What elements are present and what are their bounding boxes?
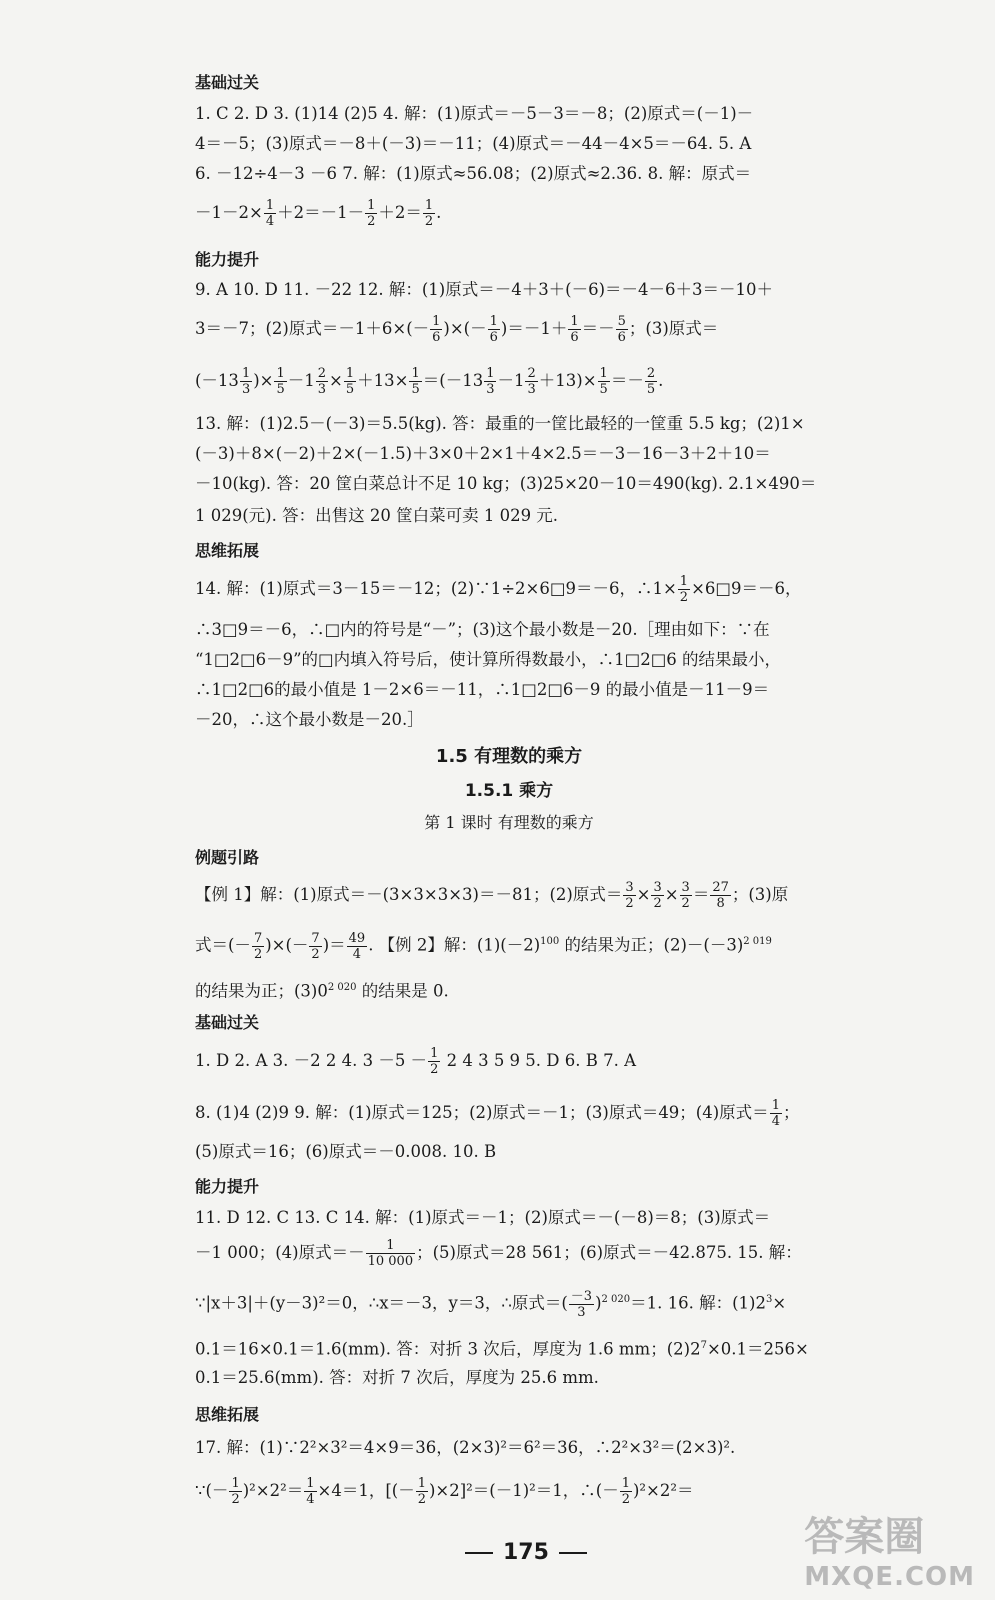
denominator: 6 [570, 330, 579, 345]
fraction [409, 366, 421, 397]
watermark [804, 1505, 975, 1592]
numerator: 2 [317, 366, 327, 381]
denominator: 2 [311, 946, 320, 962]
denominator: 3 [527, 382, 536, 397]
numerator: 1 [771, 1098, 780, 1113]
fraction [488, 314, 500, 345]
numerator: 1 [621, 1476, 630, 1491]
text: ∵(－ [195, 1481, 229, 1500]
numerator: 27 [712, 880, 729, 895]
denominator: 4 [265, 214, 275, 229]
text-line: 17. 解：(1)∵2²×3²＝4×9＝36，(2×3)²＝6²＝36，∴2²×3²＝(2×3)². [195, 1438, 736, 1457]
fraction [229, 1476, 241, 1507]
section-title: 1.5 有理数的乘方 [435, 746, 583, 767]
denominator: 5 [411, 382, 420, 397]
fraction [428, 1046, 440, 1077]
text: ；(3)原 [731, 885, 789, 904]
exponent: 3 [765, 1294, 773, 1305]
heading-examples: 例题引路 [195, 848, 260, 867]
numerator: 1 [430, 1046, 439, 1061]
text: ＝－ [610, 371, 644, 390]
text: ) [595, 1293, 602, 1313]
heading-ability: 能力提升 [195, 250, 260, 269]
text: )×2]²＝(－1)²＝1，∴(－ [428, 1481, 619, 1500]
text-line: 13. 解：(1)2.5－(－3)＝5.5(kg). 答：最重的一筐比最轻的一筐重 5.5 kg；(2)1× [195, 414, 805, 433]
text-line: 4＝－5；(3)原式＝－8＋(－3)＝－11；(4)原式＝－44－4×5＝－64. 5. A [195, 134, 752, 153]
text-line: (－3)＋8×(－2)＋2×(－1.5)＋3×0＋2×1＋4×2.5＝－3－16－3＋2＋10＝ [195, 444, 771, 463]
fraction [252, 931, 264, 962]
numerator: 1 [489, 314, 498, 329]
fraction [484, 366, 496, 397]
fraction [240, 366, 252, 397]
numerator: 1 [417, 1476, 426, 1491]
denominator: 10 000 [367, 1254, 414, 1269]
numerator: 1 [599, 366, 608, 381]
text: (－13 [195, 371, 239, 390]
denominator: 2 [625, 896, 634, 911]
text: . [436, 203, 442, 222]
fraction [309, 931, 321, 962]
text: × [636, 885, 651, 904]
text-line [195, 198, 823, 229]
fraction [770, 1098, 782, 1129]
fraction [623, 880, 635, 911]
text: －1 000；(4)原式＝－ [195, 1243, 365, 1262]
fraction [344, 366, 356, 397]
numerator: 2 [646, 366, 656, 381]
text: )×(－ [265, 935, 309, 955]
text-line: 6. －12÷4－3 －6 7. 解：(1)原式≈56.08；(2)原式≈2.36. 8. 解：原式＝ [195, 164, 752, 183]
text-line [195, 1288, 823, 1320]
text: )×(－ [443, 319, 487, 338]
denominator: 2 [231, 1492, 240, 1507]
fraction [620, 1476, 632, 1507]
denominator: 3 [317, 382, 327, 397]
text-line [195, 366, 823, 397]
heading-basic: 基础过关 [195, 1013, 260, 1032]
text-line [195, 1046, 823, 1077]
denominator: 2 [424, 214, 434, 229]
text-line: 0.1＝25.6(mm). 答：对折 7 次后，厚度为 25.6 mm. [195, 1368, 599, 1387]
denominator: 6 [617, 330, 626, 345]
fraction [423, 198, 435, 229]
page-number [455, 1540, 597, 1565]
text: 8. (1)4 (2)9 9. 解：(1)原式＝125；(2)原式＝－1；(3)原式＝49；(4)原式＝ [195, 1103, 769, 1122]
text: 的结果为正；(2)－(－3) [559, 935, 744, 955]
watermark-url: MXQE.COM [804, 1562, 975, 1592]
denominator: 2 [621, 1492, 630, 1507]
text: 的结果为正；(3)0 [195, 981, 328, 1001]
numerator: 1 [570, 314, 579, 329]
fraction [645, 366, 657, 397]
denominator: 6 [489, 330, 498, 345]
denominator: 4 [306, 1492, 315, 1507]
fraction [568, 314, 580, 345]
text: × [329, 371, 343, 390]
text: ×6□9＝－6， [691, 579, 802, 598]
text: ＋13× [357, 371, 409, 390]
text: )²×2²＝ [242, 1481, 304, 1500]
numerator: 1 [345, 366, 355, 381]
text-line [195, 880, 823, 911]
text: × [772, 1293, 787, 1313]
denominator: 2 [417, 1492, 426, 1507]
numerator: 1 [306, 1476, 315, 1491]
fraction [678, 574, 690, 605]
denominator: 4 [771, 1114, 780, 1129]
denominator: 3 [577, 1304, 586, 1320]
text: ＋13)× [538, 371, 597, 390]
text-line [195, 1476, 823, 1507]
fraction [304, 1476, 316, 1507]
text-line [195, 1098, 823, 1129]
numerator: 7 [311, 930, 320, 946]
heading-ability: 能力提升 [195, 1177, 260, 1196]
denominator: 2 [681, 896, 690, 911]
text-line: 1. C 2. D 3. (1)14 (2)5 4. 解：(1)原式＝－5－3＝－8；(2)原式＝(－1)－ [195, 104, 754, 123]
fraction [365, 198, 377, 229]
fraction [598, 366, 610, 397]
text-line: ∴3□9＝－6，∴□内的符号是“－”；(3)这个最小数是－20.［理由如下：∵在 [195, 620, 770, 639]
exponent: 7 [700, 1340, 707, 1351]
text: －1 [287, 371, 315, 390]
text: ＝1. 16. 解：(1)2 [630, 1293, 766, 1313]
text: ×4＝1，[(－ [317, 1481, 415, 1500]
fraction [430, 314, 442, 345]
denominator: 2 [430, 1062, 439, 1077]
text: ＝ [692, 885, 710, 904]
exponent: 2 020 [601, 1294, 631, 1305]
text: 3＝－7；(2)原式＝－1＋6×(－ [195, 319, 430, 338]
dash-left [465, 1552, 493, 1554]
denominator: 4 [352, 946, 362, 962]
numerator: 7 [253, 930, 263, 946]
text-line [195, 1334, 823, 1362]
heading-basic: 基础过关 [195, 73, 260, 92]
text-line [195, 976, 823, 1004]
text: 的结果是 0. [356, 981, 449, 1001]
text: ∵|x＋3|＋(y－3)²＝0，∴x＝－3，y＝3，∴原式＝( [195, 1293, 568, 1313]
text: ；(5)原式＝28 561；(6)原式＝－42.875. 15. 解： [416, 1243, 802, 1262]
text: 14. 解：(1)原式＝3－15＝－12；(2)∵1÷2×6□9＝－6，∴1× [195, 579, 677, 598]
numerator: 5 [617, 314, 626, 329]
text: ×0.1＝256× [706, 1339, 809, 1359]
denominator: 3 [241, 382, 251, 397]
text: ； [782, 1103, 800, 1122]
text-line: ∴1□2□6的最小值是 1－2×6＝－11，∴1□2□6－9 的最小值是－11－9＝ [195, 680, 770, 699]
text-line: 9. A 10. D 11. －22 12. 解：(1)原式＝－4＋3＋(－6)＝－4－6＋3＝－10＋ [195, 280, 774, 299]
numerator: －3 [570, 1288, 593, 1304]
text-line: 11. D 12. C 13. C 14. 解：(1)原式＝－1；(2)原式＝－(－8)＝8；(3)原式＝ [195, 1208, 771, 1227]
exponent: 2 020 [327, 982, 357, 993]
fraction [651, 880, 663, 911]
numerator: 1 [276, 366, 285, 381]
fraction [710, 880, 731, 911]
exponent: 2 019 [743, 936, 772, 947]
text-line: 1 029(元). 答：出售这 20 筐白菜可卖 1 029 元. [195, 506, 559, 525]
text: －1－2× [195, 203, 263, 222]
fraction [569, 1289, 594, 1320]
text-line: “1□2□6－9”的□内填入符号后，使计算所得数最小，∴1□2□6 的结果最小， [195, 650, 782, 669]
text-line [195, 314, 823, 345]
text: 0.1＝16×0.1＝1.6(mm). 答：对折 3 次后，厚度为 1.6 mm；(2)2 [195, 1339, 701, 1359]
text: ＋2＝－1－ [277, 203, 365, 222]
fraction [416, 1476, 428, 1507]
dash-right [559, 1552, 587, 1554]
exponent: 100 [540, 936, 560, 947]
fraction [316, 366, 328, 397]
numerator: 3 [625, 880, 634, 895]
fraction [264, 198, 276, 229]
denominator: 5 [646, 382, 656, 397]
fraction [274, 366, 286, 397]
denominator: 8 [716, 896, 725, 911]
numerator: 1 [424, 198, 434, 213]
fraction [525, 366, 537, 397]
denominator: 2 [653, 896, 662, 911]
numerator: 1 [411, 366, 420, 381]
text: ；(3)原式＝ [628, 319, 719, 338]
text: 式＝(－ [195, 935, 251, 955]
text: × [664, 885, 679, 904]
denominator: 5 [276, 382, 285, 397]
numerator: 1 [366, 1238, 416, 1254]
text: 1. D 2. A 3. －2 2 4. 3 －5 － [195, 1051, 428, 1070]
text: )＝ [322, 935, 346, 955]
text: －1 [497, 371, 525, 390]
denominator: 5 [345, 382, 355, 397]
subsection-title: 1.5.1 乘方 [464, 781, 554, 801]
text: 2 4 3 5 9 5. D 6. B 7. A [441, 1051, 637, 1070]
numerator: 49 [348, 930, 366, 946]
numerator: 1 [241, 366, 251, 381]
text-line [195, 930, 823, 962]
denominator: 3 [486, 382, 495, 397]
text: ＋2＝ [378, 203, 422, 222]
fraction [680, 880, 692, 911]
denominator: 2 [679, 590, 689, 605]
numerator: 1 [432, 314, 441, 329]
watermark-logo-text: 答案圈 [804, 1514, 925, 1560]
text-line: (5)原式＝16；(6)原式＝－0.008. 10. B [195, 1142, 497, 1161]
numerator: 1 [679, 574, 689, 589]
text: )²×2²＝ [633, 1481, 694, 1500]
numerator: 1 [486, 366, 495, 381]
numerator: 2 [527, 366, 536, 381]
lesson-title: 第 1 课时 有理数的乘方 [424, 813, 594, 832]
denominator: 2 [253, 946, 263, 962]
text: ＝－ [581, 319, 615, 338]
text: )＝－1＋ [500, 319, 568, 338]
text-line [195, 1238, 823, 1269]
text-line [195, 574, 823, 605]
text: . [658, 371, 664, 390]
numerator: 3 [681, 880, 690, 895]
numerator: 1 [231, 1476, 240, 1491]
fraction [366, 1238, 416, 1269]
text: )× [253, 371, 274, 390]
text-line: －10(kg). 答：20 筐白菜总计不足 10 kg；(3)25×20－10＝490(kg). 2.1×490＝ [195, 474, 817, 493]
heading-extension: 思维拓展 [195, 541, 260, 560]
page-number-text: 175 [503, 1540, 549, 1565]
numerator: 1 [265, 198, 275, 213]
denominator: 6 [432, 330, 441, 345]
fraction [616, 314, 628, 345]
text: . 【例 2】解：(1)(－2) [368, 935, 541, 955]
fraction [347, 931, 368, 962]
denominator: 5 [599, 382, 608, 397]
heading-extension: 思维拓展 [195, 1405, 260, 1424]
denominator: 2 [367, 214, 376, 229]
text-line: －20，∴这个最小数是－20.］ [195, 710, 424, 729]
numerator: 1 [367, 198, 376, 213]
numerator: 3 [653, 880, 662, 895]
text: ＝(－13 [422, 371, 484, 390]
text: 【例 1】解：(1)原式＝－(3×3×3×3)＝－81；(2)原式＝ [195, 885, 623, 904]
